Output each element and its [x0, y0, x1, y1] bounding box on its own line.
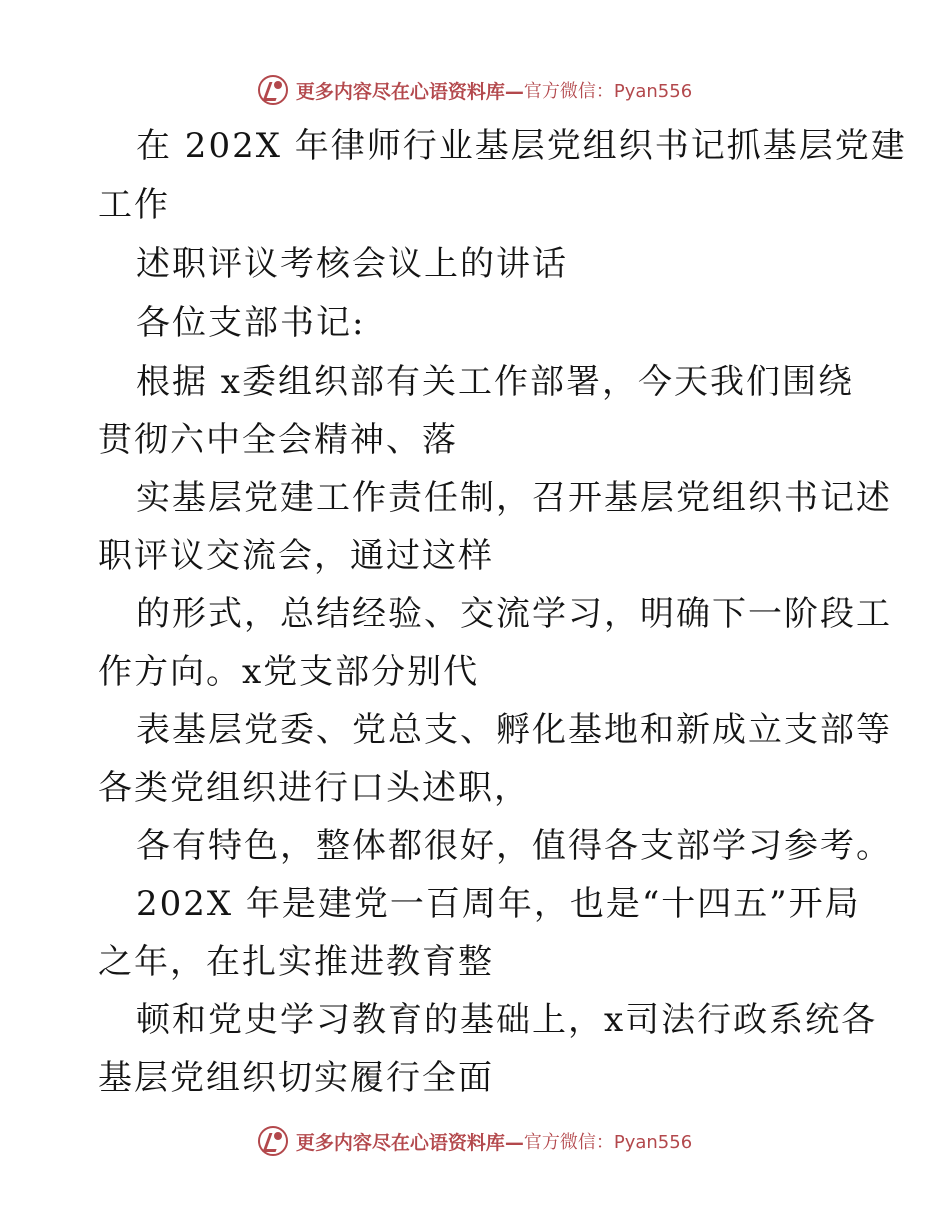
text-line: 之年，在扎实推进教育整	[98, 942, 494, 982]
text-line: 职评议交流会，通过这样	[98, 536, 494, 576]
text-line: 顿和党史学习教育的基础上，x司法行政系统各	[136, 1000, 878, 1040]
footer-banner-text: 更多内容尽在心语资料库—	[295, 1131, 524, 1154]
text-line: 实基层党建工作责任制，召开基层党组织书记述	[136, 478, 892, 518]
text-line: 工作	[98, 185, 170, 225]
text-line: 的形式，总结经验、交流学习，明确下一阶段工	[136, 594, 892, 634]
text-line: 表基层党委、党总支、孵化基地和新成立支部等	[136, 710, 892, 750]
text-line: 202X 年是建党一百周年，也是“十四五”开局	[136, 884, 861, 924]
text-line: 作方向。x党支部分别代	[98, 652, 480, 692]
text-line: 各有特色，整体都很好，值得各支部学习参考。	[136, 826, 892, 866]
brand-logo-icon	[258, 1126, 288, 1156]
header-banner-contact: 官方微信：Pyan556	[523, 81, 693, 102]
text-line: 基层党组织切实履行全面	[98, 1058, 494, 1098]
text-line: 贯彻六中全会精神、落	[98, 420, 458, 460]
text-line: 各位支部书记:	[136, 303, 366, 343]
text-line: 各类党组织进行口头述职，	[98, 768, 530, 808]
footer-banner-contact: 官方微信：Pyan556	[523, 1132, 693, 1153]
header-banner	[0, 70, 950, 110]
text-line: 述职评议考核会议上的讲话	[136, 244, 568, 284]
footer-banner	[0, 1121, 950, 1161]
text-line: 根据 x委组织部有关工作部署，今天我们围绕	[136, 362, 854, 402]
brand-logo-icon	[258, 75, 288, 105]
header-banner-text: 更多内容尽在心语资料库—	[295, 80, 524, 103]
text-line: 在 202X 年律师行业基层党组织书记抓基层党建	[136, 126, 907, 166]
